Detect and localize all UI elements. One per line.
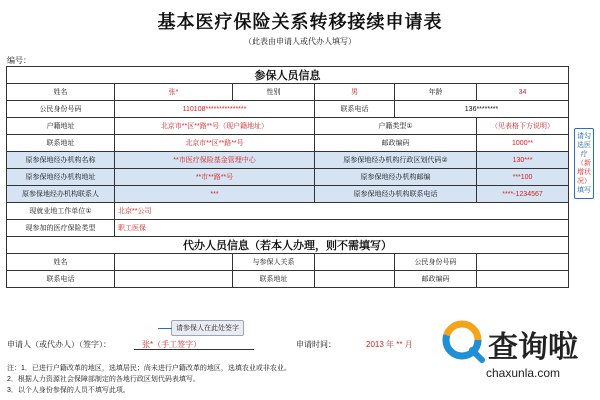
insurance-type-value[interactable]: 职工医保 (115, 220, 569, 237)
sign-callout: 请参保人在此处签字 (171, 320, 244, 336)
insured-section-heading: 参保人员信息 (7, 67, 569, 84)
table-row (7, 254, 569, 271)
hukou-address-label: 户籍地址 (7, 118, 115, 135)
agent-section-heading: 代办人员信息（若本人办理，则不需填写） (7, 237, 569, 254)
insurance-type-label: 现参加的医疗保险类型 (7, 220, 115, 237)
hukou-address-value[interactable]: 北京市**区**路**号（现户籍地址） (115, 118, 315, 135)
agent-id-label: 公民身份号码 (395, 254, 477, 271)
application-table (6, 66, 569, 288)
orig-region-code-label: 原参保地经办机构行政区划代码② (315, 152, 477, 169)
side-note-line1: 请勾选医疗 (577, 133, 591, 158)
form-number-label: 编号： (7, 56, 31, 65)
apply-time-label: 申请时间： (296, 340, 336, 349)
table-row (7, 220, 569, 237)
hukou-type-label: 户籍类型① (315, 118, 477, 135)
table-row (7, 203, 569, 220)
name-label: 姓名 (7, 84, 115, 101)
name-value[interactable]: 张* (115, 84, 233, 101)
note-line: 注：1．已进行户籍改革的地区，选填居民；尚未进行户籍改革的地区，选填农业或非农业。 (7, 365, 291, 372)
agent-name-field[interactable] (115, 254, 233, 271)
agent-phone-label: 联系电话 (7, 271, 115, 288)
agent-address-label: 联系地址 (233, 271, 315, 288)
agent-phone-field[interactable] (115, 271, 233, 288)
orig-region-code-value[interactable]: 130*** (477, 152, 569, 169)
contact-address-label: 联系地址 (7, 135, 115, 152)
agent-relation-label: 与参保人关系 (233, 254, 315, 271)
table-row (7, 169, 569, 186)
id-number-label: 公民身份号码 (7, 101, 115, 118)
orig-agency-name-label: 原参保地经办机构名称 (7, 152, 115, 169)
orig-contact-person-label: 原参保地经办机构联系人 (7, 186, 115, 203)
orig-agency-name-value[interactable]: **市医疗保险基金管理中心 (115, 152, 315, 169)
orig-agency-address-value[interactable]: **市**路**号 (115, 169, 315, 186)
table-row (7, 135, 569, 152)
side-note-box (574, 128, 594, 199)
orig-agency-address-label: 原参保地经办机构地址 (7, 169, 115, 186)
watermark-domain: chaxunla.com (486, 366, 561, 380)
agent-section-header (7, 237, 569, 254)
gender-value[interactable]: 男 (315, 84, 395, 101)
table-row (7, 84, 569, 101)
orig-contact-phone-value[interactable]: ****-1234567 (477, 186, 569, 203)
table-row (7, 271, 569, 288)
postcode-value[interactable]: 1000** (477, 135, 569, 152)
agent-postcode-field[interactable] (477, 271, 569, 288)
watermark-logo (440, 318, 590, 390)
magnifier-logo-icon (442, 320, 486, 364)
gender-label: 性别 (233, 84, 315, 101)
side-note-line2: （新增状况） (577, 160, 591, 185)
workplace-value[interactable]: 北京**公司 (115, 203, 569, 220)
phone-label: 联系电话 (315, 101, 395, 118)
insured-section-header (7, 67, 569, 84)
orig-contact-phone-label: 原参保地经办机构联系电话 (315, 186, 477, 203)
id-number-value[interactable]: 110108*************** (115, 101, 315, 118)
form-title: 基本医疗保险关系转移接续申请表 (157, 12, 443, 32)
watermark-text: 查询啦 (488, 331, 578, 364)
phone-value[interactable]: 136******** (395, 101, 569, 118)
table-row (7, 118, 569, 135)
form-subtitle: （此表由申请人或代办人填写） (244, 37, 356, 46)
agent-postcode-label: 邮政编码 (395, 271, 477, 288)
age-label: 年龄 (395, 84, 477, 101)
agent-id-field[interactable] (477, 254, 569, 271)
note-line: 2．根据人力资源社会保障部制定的各地行政区划代码表填写。 (7, 376, 200, 383)
agent-address-field[interactable] (315, 271, 395, 288)
postcode-label: 邮政编码 (315, 135, 477, 152)
agent-name-label: 姓名 (7, 254, 115, 271)
table-row (7, 152, 569, 169)
applicant-sign-label: 申请人（或代办人）（签字）： (7, 340, 111, 349)
side-note-line3: 填写 (577, 187, 591, 194)
callout-pointer (158, 328, 172, 329)
orig-agency-postcode-label: 原参保地经办机构邮编 (315, 169, 477, 186)
note-line: 3．以个人身份参保的人员不填写此项。 (7, 387, 130, 394)
applicant-sign-value[interactable]: 张*（手工签字） (142, 340, 202, 349)
notes-block (7, 363, 291, 396)
age-value[interactable]: 34 (477, 84, 569, 101)
table-row (7, 101, 569, 118)
apply-time-value[interactable]: 2013 年 ** 月 (366, 340, 413, 349)
hukou-type-value[interactable]: （见表格下方说明） (477, 118, 569, 135)
orig-contact-person-value[interactable]: *** (115, 186, 315, 203)
orig-agency-postcode-value[interactable]: ***100 (477, 169, 569, 186)
contact-address-value[interactable]: 北京市**区**路**号 (115, 135, 315, 152)
agent-relation-field[interactable] (315, 254, 395, 271)
table-row (7, 186, 569, 203)
workplace-label: 现就业地工作单位① (7, 203, 115, 220)
